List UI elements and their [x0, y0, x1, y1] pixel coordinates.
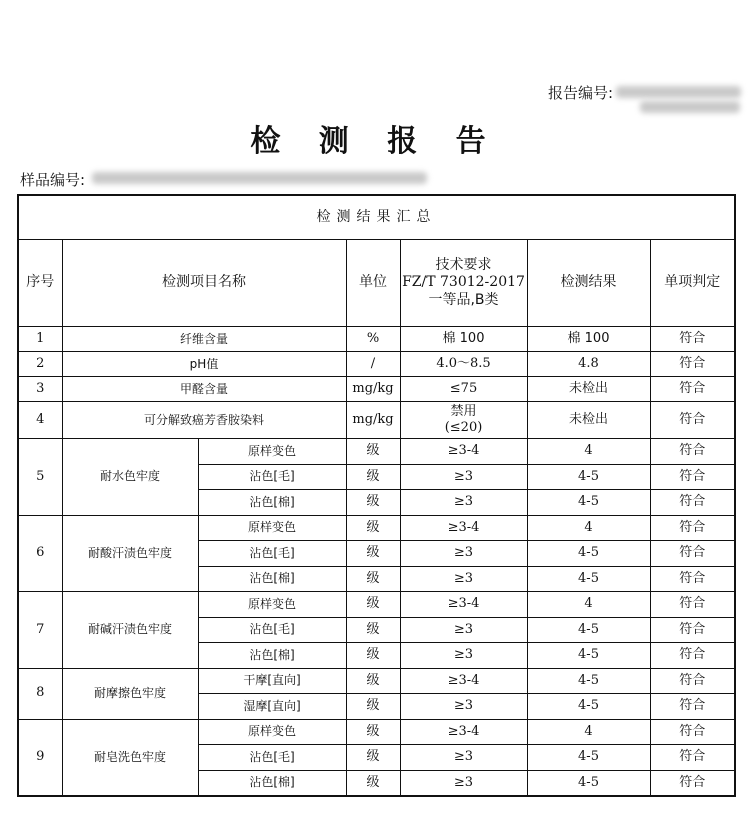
- summary-header-row: [18, 195, 735, 240]
- unit-cell: 级: [346, 668, 400, 694]
- col-requirement-grade: 一等品,B类: [428, 291, 499, 308]
- unit-cell: 级: [346, 694, 400, 720]
- sub-item-cell: 原样变色: [198, 439, 346, 465]
- sub-item-cell: 沾色[棉]: [198, 566, 346, 592]
- sub-item-cell: 原样变色: [198, 719, 346, 745]
- requirement-cell: ≥3: [400, 617, 527, 643]
- verdict-cell: 符合: [650, 352, 735, 377]
- seq-cell: 2: [18, 352, 62, 377]
- requirement-cell: ≥3: [400, 490, 527, 516]
- unit-cell: 级: [346, 643, 400, 669]
- report-number-redacted: [616, 86, 741, 98]
- col-requirement: [400, 240, 527, 327]
- verdict-cell: 符合: [650, 327, 735, 352]
- requirement-line2: (≤20): [444, 420, 483, 435]
- requirement-cell: ≥3: [400, 745, 527, 771]
- unit-cell: %: [346, 327, 400, 352]
- report-number-label: 报告编号:: [548, 84, 614, 102]
- seq-cell: 4: [18, 402, 62, 439]
- table-row: [18, 352, 735, 377]
- result-cell: 4: [527, 439, 650, 465]
- requirement-cell: ≥3: [400, 643, 527, 669]
- result-cell: 4: [527, 592, 650, 618]
- verdict-cell: 符合: [650, 439, 735, 465]
- result-cell: 4: [527, 515, 650, 541]
- unit-cell: 级: [346, 719, 400, 745]
- item-cell: pH值: [62, 352, 346, 377]
- table-row: [18, 592, 735, 618]
- summary-title: 检测结果汇总: [18, 195, 735, 240]
- result-cell: 棉 100: [527, 327, 650, 352]
- verdict-cell: 符合: [650, 770, 735, 796]
- requirement-cell: ≥3-4: [400, 719, 527, 745]
- requirement-cell: 棉 100: [400, 327, 527, 352]
- table-row: [18, 515, 735, 541]
- sample-number-redacted: [92, 172, 427, 184]
- report-title: 检 测 报 告: [250, 124, 500, 159]
- sub-item-cell: 沾色[棉]: [198, 643, 346, 669]
- verdict-cell: 符合: [650, 402, 735, 439]
- col-requirement-standard: FZ/T 73012-2017: [402, 274, 525, 291]
- col-unit: 单位: [346, 240, 400, 327]
- sub-item-cell: 干摩[直向]: [198, 668, 346, 694]
- requirement-cell: ≥3: [400, 770, 527, 796]
- result-cell: 4-5: [527, 745, 650, 771]
- sub-item-cell: 沾色[毛]: [198, 541, 346, 567]
- verdict-cell: 符合: [650, 617, 735, 643]
- requirement-cell: [400, 402, 527, 439]
- sub-item-cell: 原样变色: [198, 515, 346, 541]
- requirement-cell: ≤75: [400, 377, 527, 402]
- verdict-cell: 符合: [650, 377, 735, 402]
- table-row: [18, 719, 735, 745]
- column-header-row: [18, 240, 735, 327]
- unit-cell: 级: [346, 592, 400, 618]
- result-cell: 4-5: [527, 464, 650, 490]
- result-cell: 4-5: [527, 617, 650, 643]
- unit-cell: 级: [346, 566, 400, 592]
- requirement-cell: ≥3: [400, 541, 527, 567]
- result-cell: 4-5: [527, 643, 650, 669]
- unit-cell: 级: [346, 541, 400, 567]
- col-seq: 序号: [18, 240, 62, 327]
- verdict-cell: 符合: [650, 541, 735, 567]
- group-name-cell: 耐皂洗色牢度: [62, 719, 198, 796]
- sub-item-cell: 沾色[毛]: [198, 745, 346, 771]
- group-name-cell: 耐水色牢度: [62, 439, 198, 516]
- verdict-cell: 符合: [650, 643, 735, 669]
- seq-cell: 5: [18, 439, 62, 516]
- unit-cell: 级: [346, 515, 400, 541]
- requirement-cell: 4.0～8.5: [400, 352, 527, 377]
- unit-cell: 级: [346, 617, 400, 643]
- unit-cell: 级: [346, 439, 400, 465]
- unit-cell: 级: [346, 464, 400, 490]
- item-cell: 纤维含量: [62, 327, 346, 352]
- table-row: [18, 377, 735, 402]
- result-cell: 4: [527, 719, 650, 745]
- col-item: 检测项目名称: [62, 240, 346, 327]
- seq-cell: 8: [18, 668, 62, 719]
- sub-item-cell: 沾色[棉]: [198, 490, 346, 516]
- sub-item-cell: 沾色[棉]: [198, 770, 346, 796]
- result-cell: 未检出: [527, 402, 650, 439]
- unit-cell: 级: [346, 490, 400, 516]
- report-number-redacted-2: [640, 101, 740, 113]
- verdict-cell: 符合: [650, 719, 735, 745]
- requirement-cell: ≥3: [400, 694, 527, 720]
- result-cell: 4-5: [527, 541, 650, 567]
- sub-item-cell: 原样变色: [198, 592, 346, 618]
- group-name-cell: 耐碱汗渍色牢度: [62, 592, 198, 669]
- verdict-cell: 符合: [650, 668, 735, 694]
- verdict-cell: 符合: [650, 490, 735, 516]
- results-summary-table: [17, 194, 736, 797]
- result-cell: 4-5: [527, 694, 650, 720]
- requirement-line1: 禁用: [450, 403, 477, 419]
- seq-cell: 3: [18, 377, 62, 402]
- seq-cell: 1: [18, 327, 62, 352]
- requirement-cell: ≥3-4: [400, 439, 527, 465]
- seq-cell: 9: [18, 719, 62, 796]
- verdict-cell: 符合: [650, 464, 735, 490]
- unit-cell: mg/kg: [346, 377, 400, 402]
- group-name-cell: 耐摩擦色牢度: [62, 668, 198, 719]
- result-cell: 未检出: [527, 377, 650, 402]
- result-cell: 4.8: [527, 352, 650, 377]
- result-cell: 4-5: [527, 668, 650, 694]
- sample-number-label: 样品编号:: [20, 171, 86, 189]
- unit-cell: 级: [346, 745, 400, 771]
- unit-cell: mg/kg: [346, 402, 400, 439]
- verdict-cell: 符合: [650, 515, 735, 541]
- sub-item-cell: 湿摩[直向]: [198, 694, 346, 720]
- item-cell: 可分解致癌芳香胺染料: [62, 402, 346, 439]
- seq-cell: 6: [18, 515, 62, 592]
- col-requirement-line1: 技术要求: [435, 256, 492, 273]
- item-cell: 甲醛含量: [62, 377, 346, 402]
- requirement-cell: ≥3-4: [400, 592, 527, 618]
- col-result: 检测结果: [527, 240, 650, 327]
- requirement-cell: ≥3-4: [400, 668, 527, 694]
- verdict-cell: 符合: [650, 745, 735, 771]
- requirement-cell: ≥3: [400, 464, 527, 490]
- sub-item-cell: 沾色[毛]: [198, 464, 346, 490]
- table-row: [18, 402, 735, 439]
- table-row: [18, 668, 735, 694]
- result-cell: 4-5: [527, 770, 650, 796]
- verdict-cell: 符合: [650, 694, 735, 720]
- verdict-cell: 符合: [650, 566, 735, 592]
- table-row: [18, 327, 735, 352]
- table-row: [18, 439, 735, 465]
- sub-item-cell: 沾色[毛]: [198, 617, 346, 643]
- requirement-cell: ≥3-4: [400, 515, 527, 541]
- requirement-cell: ≥3: [400, 566, 527, 592]
- result-cell: 4-5: [527, 490, 650, 516]
- seq-cell: 7: [18, 592, 62, 669]
- unit-cell: /: [346, 352, 400, 377]
- result-cell: 4-5: [527, 566, 650, 592]
- unit-cell: 级: [346, 770, 400, 796]
- col-verdict: 单项判定: [650, 240, 735, 327]
- verdict-cell: 符合: [650, 592, 735, 618]
- group-name-cell: 耐酸汗渍色牢度: [62, 515, 198, 592]
